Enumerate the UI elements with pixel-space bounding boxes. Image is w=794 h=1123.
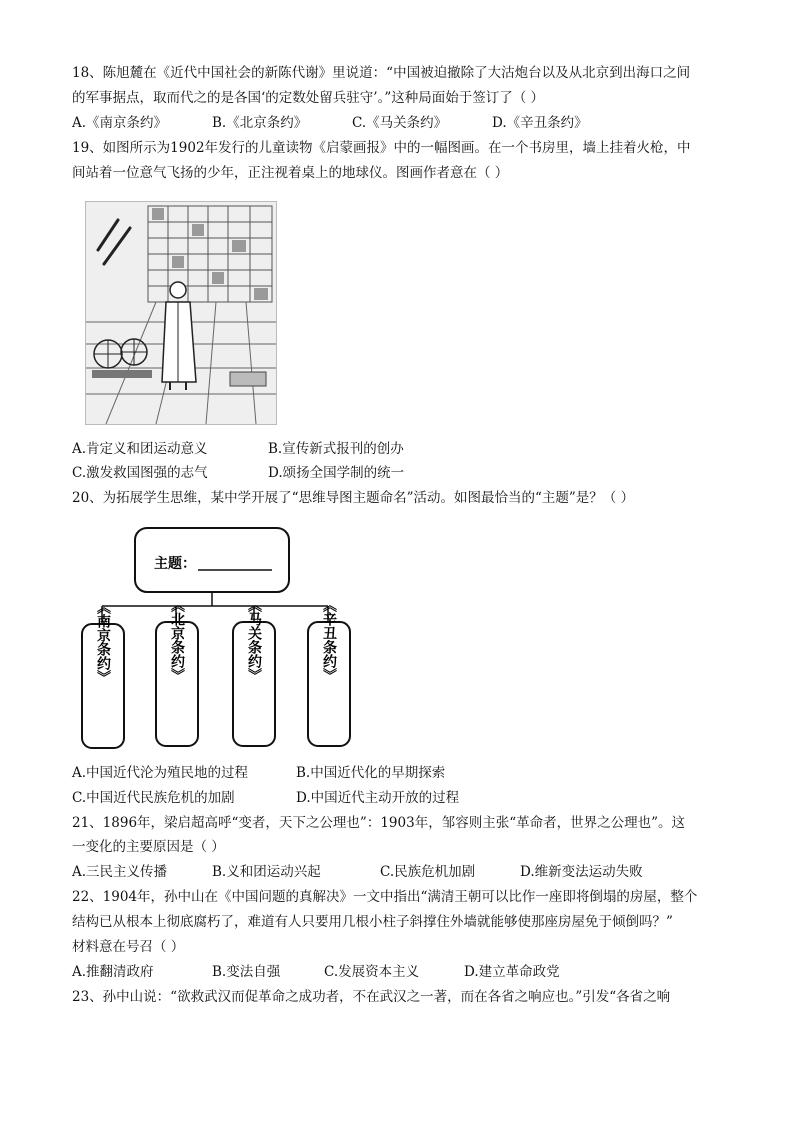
q20-stem-line1: 20、为拓展学生思维，某中学开展了“思维导图主题命名”活动。如图最恰当的“主题”是？（ ） [72, 490, 635, 506]
q22-option-d[interactable]: D.建立革命政党 [464, 964, 560, 980]
q19-stem-line2: 间站着一位意气飞扬的少年，正注视着桌上的地球仪。图画作者意在（ ） [72, 165, 509, 181]
q20-mind-map [78, 524, 378, 752]
study-room-drawing [86, 202, 276, 424]
mind-map-diagram [78, 524, 378, 752]
q19-illustration [85, 201, 277, 425]
q18-option-b[interactable]: B.《北京条约》 [212, 115, 308, 131]
q20-option-c[interactable]: C.中国近代民族危机的加剧 [72, 790, 235, 806]
q22-stem-line2: 结构已从根本上彻底腐朽了，难道有人只要用几根小柱子斜撑住外墙就能够使那座房屋免于倾倒吗？” [72, 914, 673, 930]
q19-stem-line1: 19、如图所示为1902年发行的儿童读物《启蒙画报》中的一幅图画。在一个书房里，墙上挂着火枪，中 [72, 140, 691, 156]
treaty-label-4: 《辛丑条约》 [321, 598, 337, 682]
treaty-label-3: 《马关条约》 [246, 598, 262, 682]
q18-option-d[interactable]: D.《辛丑条约》 [492, 115, 588, 131]
q21-option-d[interactable]: D.维新变法运动失败 [520, 864, 643, 880]
q22-option-a[interactable]: A.推翻清政府 [72, 964, 154, 980]
q20-option-b[interactable]: B.中国近代化的早期探索 [296, 765, 446, 781]
q19-option-b[interactable]: B.宣传新式报刊的创办 [268, 441, 404, 457]
q20-option-a[interactable]: A.中国近代沦为殖民地的过程 [72, 765, 249, 781]
q21-option-b[interactable]: B.义和团运动兴起 [212, 864, 321, 880]
q21-option-c[interactable]: C.民族危机加剧 [380, 864, 476, 880]
treaty-label-1: 《南京条约》 [95, 600, 111, 684]
q18-option-c[interactable]: C.《马关条约》 [352, 115, 448, 131]
treaty-label-2: 《北京条约》 [169, 598, 185, 682]
q18-stem-line1: 18、陈旭麓在《近代中国社会的新陈代谢》里说道：“中国被迫撤除了大沽炮台以及从北京到出海口之间 [72, 65, 691, 81]
q22-option-c[interactable]: C.发展资本主义 [324, 964, 420, 980]
q21-stem-line1: 21、1896年，梁启超高呼“变者，天下之公理也”：1903年，邹容则主张“革命者，世界之公理也”。这 [72, 815, 685, 831]
q23-stem-line1: 23、孙中山说：“欲救武汉而促革命之成功者，不在武汉之一著，而在各省之响应也。”引发“各省之响 [72, 989, 671, 1005]
q22-stem-line3: 材料意在号召（ ） [72, 939, 185, 955]
q22-option-b[interactable]: B.变法自强 [212, 964, 281, 980]
q21-stem-line2: 一变化的主要原因是（ ） [72, 839, 225, 855]
q19-option-c[interactable]: C.激发救国图强的志气 [72, 465, 208, 481]
q21-option-a[interactable]: A.三民主义传播 [72, 864, 168, 880]
mind-map-title: 主题： [154, 556, 196, 572]
q18-option-a[interactable]: A.《南京条约》 [72, 115, 168, 131]
q19-option-a[interactable]: A.肯定义和团运动意义 [72, 441, 208, 457]
q18-stem-line2: 的军事据点，取而代之的是各国‘的定数处留兵驻守’。”这种局面始于签订了（ ） [72, 90, 545, 106]
q22-stem-line1: 22、1904年，孙中山在《中国问题的真解决》一文中指出“满清王朝可以比作一座即将倒塌的房屋，整个 [72, 889, 698, 905]
q19-option-d[interactable]: D.颂扬全国学制的统一 [268, 465, 405, 481]
q20-option-d[interactable]: D.中国近代主动开放的过程 [296, 790, 460, 806]
